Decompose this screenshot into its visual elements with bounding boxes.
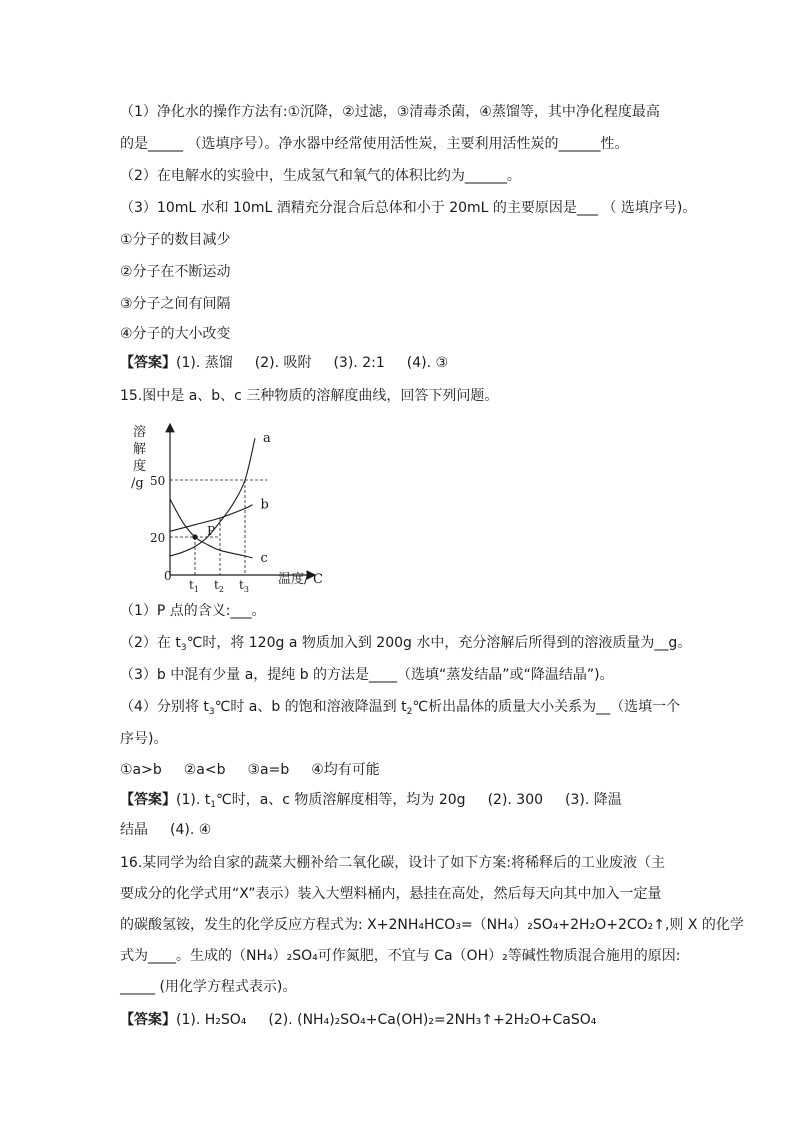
q14-part2: （2）在电解水的实验中，生成氢气和氧气的体积比约为______。 <box>120 168 521 184</box>
q15-answer-3: (3). 降温 <box>565 792 622 808</box>
q14-answer-4: (4). ③ <box>406 355 449 371</box>
q15-part4-sub2: 2 <box>406 707 413 717</box>
q16-answer-1: (1). H₂SO₄ <box>176 1012 247 1028</box>
q15-answer-2: (2). 300 <box>487 792 544 808</box>
q14-option-3: ③分子之间有间隔 <box>120 296 231 312</box>
curve-a <box>170 438 255 556</box>
answer-label: 【答案】 <box>120 1012 176 1028</box>
q14-part3: （3）10mL 水和 10mL 酒精充分混合后总体和小于 20mL 的主要原因是___ （ 选填序号)。 <box>120 200 697 216</box>
curve-label-a: a <box>263 431 271 447</box>
q15-answer-3-b: 结晶 <box>120 822 148 838</box>
ylabel-char-2: 解 <box>133 442 147 457</box>
point-p-label: P <box>207 524 216 538</box>
q15-part2-b: ℃时，将 120g a 物质加入到 200g 水中，充分溶解后所得到的溶液质量为__g。 <box>186 635 692 651</box>
q15-part4-line2: 序号)。 <box>120 731 168 747</box>
q15-answer-1-a: (1). t <box>176 792 211 808</box>
y-tick-20: 20 <box>150 531 166 545</box>
q14-answer-3: (3). 2:1 <box>333 355 385 371</box>
q15-answer-line2 <box>120 820 211 840</box>
curve-label-b: b <box>260 497 269 513</box>
q14-answer <box>120 353 448 373</box>
q15-part1: （1）P 点的含义:___。 <box>120 603 266 619</box>
q16-answer-2: (2). (NH₄)₂SO₄+Ca(OH)₂=2NH₃↑+2H₂O+CaSO₄ <box>268 1012 597 1028</box>
q15-answer-line1 <box>120 790 622 815</box>
q15-option-2: ②a<b <box>183 762 226 778</box>
q15-part2-a: （2）在 t <box>120 635 181 651</box>
q15-part4-c: ℃析出晶体的质量大小关系为__（选填一个 <box>412 699 681 715</box>
q15-option-4: ④均有可能 <box>311 762 380 778</box>
q14-part1-line1: （1）净化水的操作方法有:①沉降，②过滤，③清毒杀菌，④蒸馏等，其中净化程度最高 <box>120 104 660 120</box>
q14-part1-line2: 的是_____ （选填序号）。净水器中经常使用活性炭，主要利用活性炭的______性。 <box>120 136 629 152</box>
ylabel-char-1: 溶 <box>133 425 147 440</box>
q14-answer-1: (1). 蒸馏 <box>176 355 233 371</box>
q15-answer-4: (4). ④ <box>170 822 212 838</box>
q15-options <box>120 760 380 780</box>
q15-answer-1-b: ℃时，a、c 物质溶解度相等，均为 20g <box>215 792 466 808</box>
q15-part2 <box>120 633 691 658</box>
q15-part4-sub1: 3 <box>208 707 215 717</box>
q15-part4 <box>120 697 680 722</box>
q15-part2-sub: 3 <box>180 643 187 653</box>
ylabel-char-4: /g <box>131 476 144 491</box>
x-axis-label: 温度/℃ <box>278 572 323 587</box>
x-tick-t2: $t_2$ <box>214 578 224 594</box>
q15-stem: 15.图中是 a、b、c 三种物质的溶解度曲线，回答下列问题。 <box>120 388 499 404</box>
answer-label: 【答案】 <box>120 355 176 371</box>
y-tick-50: 50 <box>150 474 166 488</box>
q15-part3: （3）b 中混有少量 a，提纯 b 的方法是____（选填“蒸发结晶”或“降温结晶”)。 <box>120 667 614 683</box>
q14-option-1: ①分子的数目减少 <box>120 232 231 248</box>
point-p <box>192 534 197 539</box>
q16-line5: _____ (用化学方程式表示)。 <box>120 979 297 995</box>
q15-option-3: ③a=b <box>247 762 290 778</box>
q16-line4: 式为____。生成的（NH₄）₂SO₄可作氮肥，不宜与 Ca（OH）₂等碱性物质混合施用的原因: <box>120 948 681 964</box>
q16-answer <box>120 1010 596 1030</box>
q15-option-1: ①a>b <box>120 762 162 778</box>
ylabel-char-3: 度 <box>133 459 147 474</box>
q16-line3: 的碳酸氢铵，发生的化学反应方程式为: X+2NH₄HCO₃=（NH₄）₂SO₄+2H₂O+2CO₂↑,则 X 的化学 <box>120 917 744 933</box>
q15-part4-a: （4）分别将 t <box>120 699 209 715</box>
answer-label: 【答案】 <box>120 792 176 808</box>
q14-option-2: ②分子在不断运动 <box>120 264 231 280</box>
q14-answer-2: (2). 吸附 <box>254 355 312 371</box>
curve-label-c: c <box>260 550 268 566</box>
q16-line2: 要成分的化学式用“X”表示）装入大塑料桶内，悬挂在高处，然后每天向其中加入一定量 <box>120 886 662 902</box>
q14-option-4: ④分子的大小改变 <box>120 326 231 342</box>
q15-part4-b: ℃时 a、b 的饱和溶液降温到 t <box>214 699 407 715</box>
solubility-chart <box>125 418 325 594</box>
x-tick-t3: $t_3$ <box>239 578 249 594</box>
x-tick-t1: $t_1$ <box>189 578 199 594</box>
q16-line1: 16.某同学为给自家的蔬菜大棚补给二氧化碳，设计了如下方案:将稀释后的工业废液（主 <box>120 855 665 871</box>
q15-answer-1-sub: 1 <box>210 800 216 810</box>
origin-label: 0 <box>164 569 172 583</box>
